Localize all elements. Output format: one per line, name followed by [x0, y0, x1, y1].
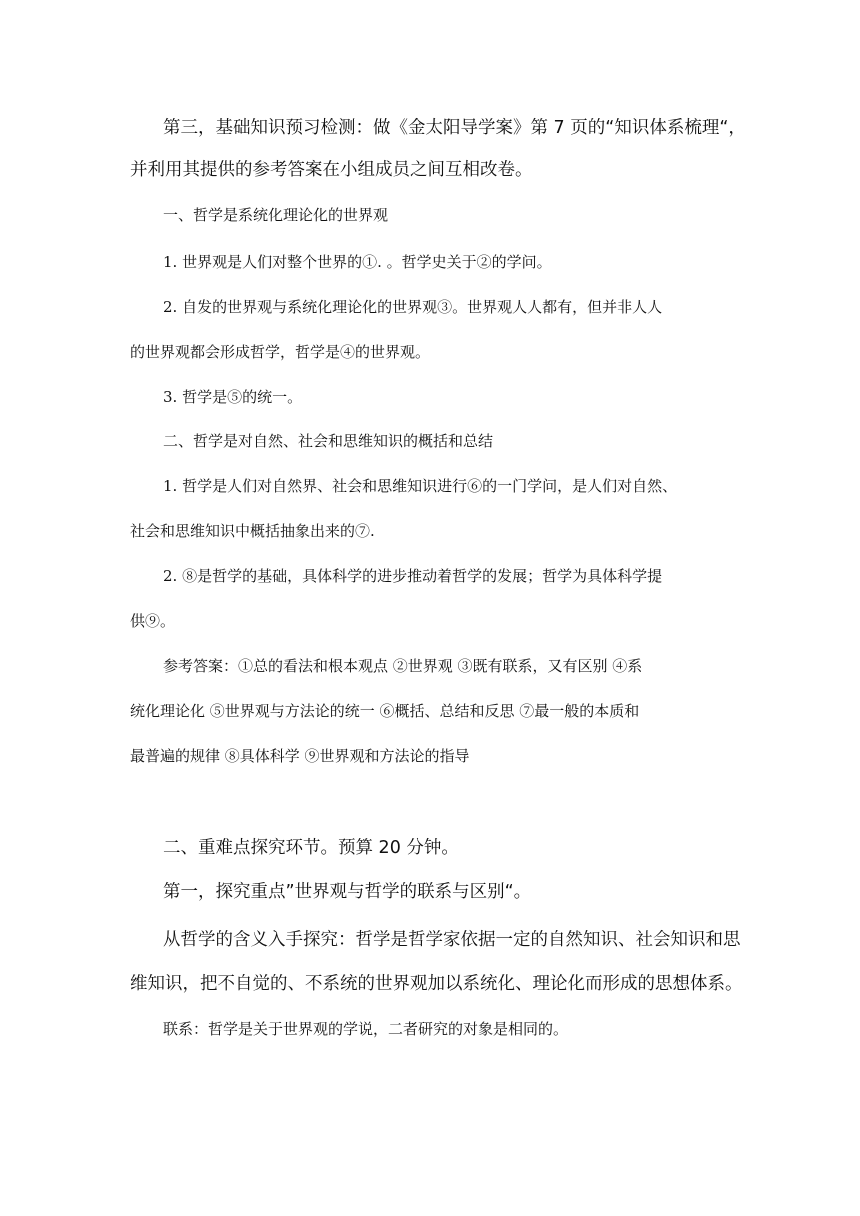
reference-answers: 参考答案：①总的看法和根本观点 ②世界观 ③既有联系，又有区别 ④系: [163, 657, 643, 675]
relation-statement: 联系：哲学是关于世界观的学说，二者研究的对象是相同的。: [163, 1020, 569, 1038]
item-2-spontaneous-cont: 的世界观都会形成哲学，哲学是④的世界观。: [130, 343, 431, 361]
explore-key-point-1: 第一，探究重点”世界观与哲学的联系与区别“。: [163, 882, 532, 902]
explore-philosophy-definition-cont: 维知识，把不自觉的、不系统的世界观加以系统化、理论化而形成的思想体系。: [130, 974, 743, 994]
item-1-worldview: 1. 世界观是人们对整个世界的①. 。哲学史关于②的学问。: [163, 253, 552, 271]
explore-philosophy-definition: 从哲学的含义入手探究：哲学是哲学家依据一定的自然知识、社会知识和思: [163, 930, 741, 950]
reference-answers-cont-2: 最普遍的规律 ⑧具体科学 ⑨世界观和方法论的指导: [130, 747, 470, 765]
paragraph-preview-check-cont: 并利用其提供的参考答案在小组成员之间互相改卷。: [130, 160, 533, 180]
item-1-generalization-cont: 社会和思维知识中概括抽象出来的⑦.: [130, 522, 375, 540]
item-3-unity: 3. 哲学是⑤的统一。: [163, 388, 303, 406]
reference-answers-cont-1: 统化理论化 ⑤世界观与方法论的统一 ⑥概括、总结和反思 ⑦最一般的本质和: [130, 702, 640, 720]
item-2-science-basis-cont: 供⑨。: [130, 612, 176, 630]
item-2-science-basis: 2. ⑧是哲学的基础，具体科学的进步推动着哲学的发展；哲学为具体科学提: [163, 567, 663, 585]
item-2-spontaneous: 2. 自发的世界观与系统化理论化的世界观③。世界观人人都有，但并非人人: [163, 298, 663, 316]
section-key-points-heading: 二、重难点探究环节。预算 20 分钟。: [163, 838, 459, 858]
heading-philosophy-worldview: 一、哲学是系统化理论化的世界观: [163, 206, 389, 224]
item-1-generalization: 1. 哲学是人们对自然界、社会和思维知识进行⑥的一门学问，是人们对自然、: [163, 477, 678, 495]
heading-summary-of-knowledge: 二、哲学是对自然、社会和思维知识的概括和总结: [163, 432, 494, 450]
paragraph-preview-check: 第三，基础知识预习检测：做《金太阳导学案》第 7 页的“知识体系梳理“，: [163, 118, 746, 138]
